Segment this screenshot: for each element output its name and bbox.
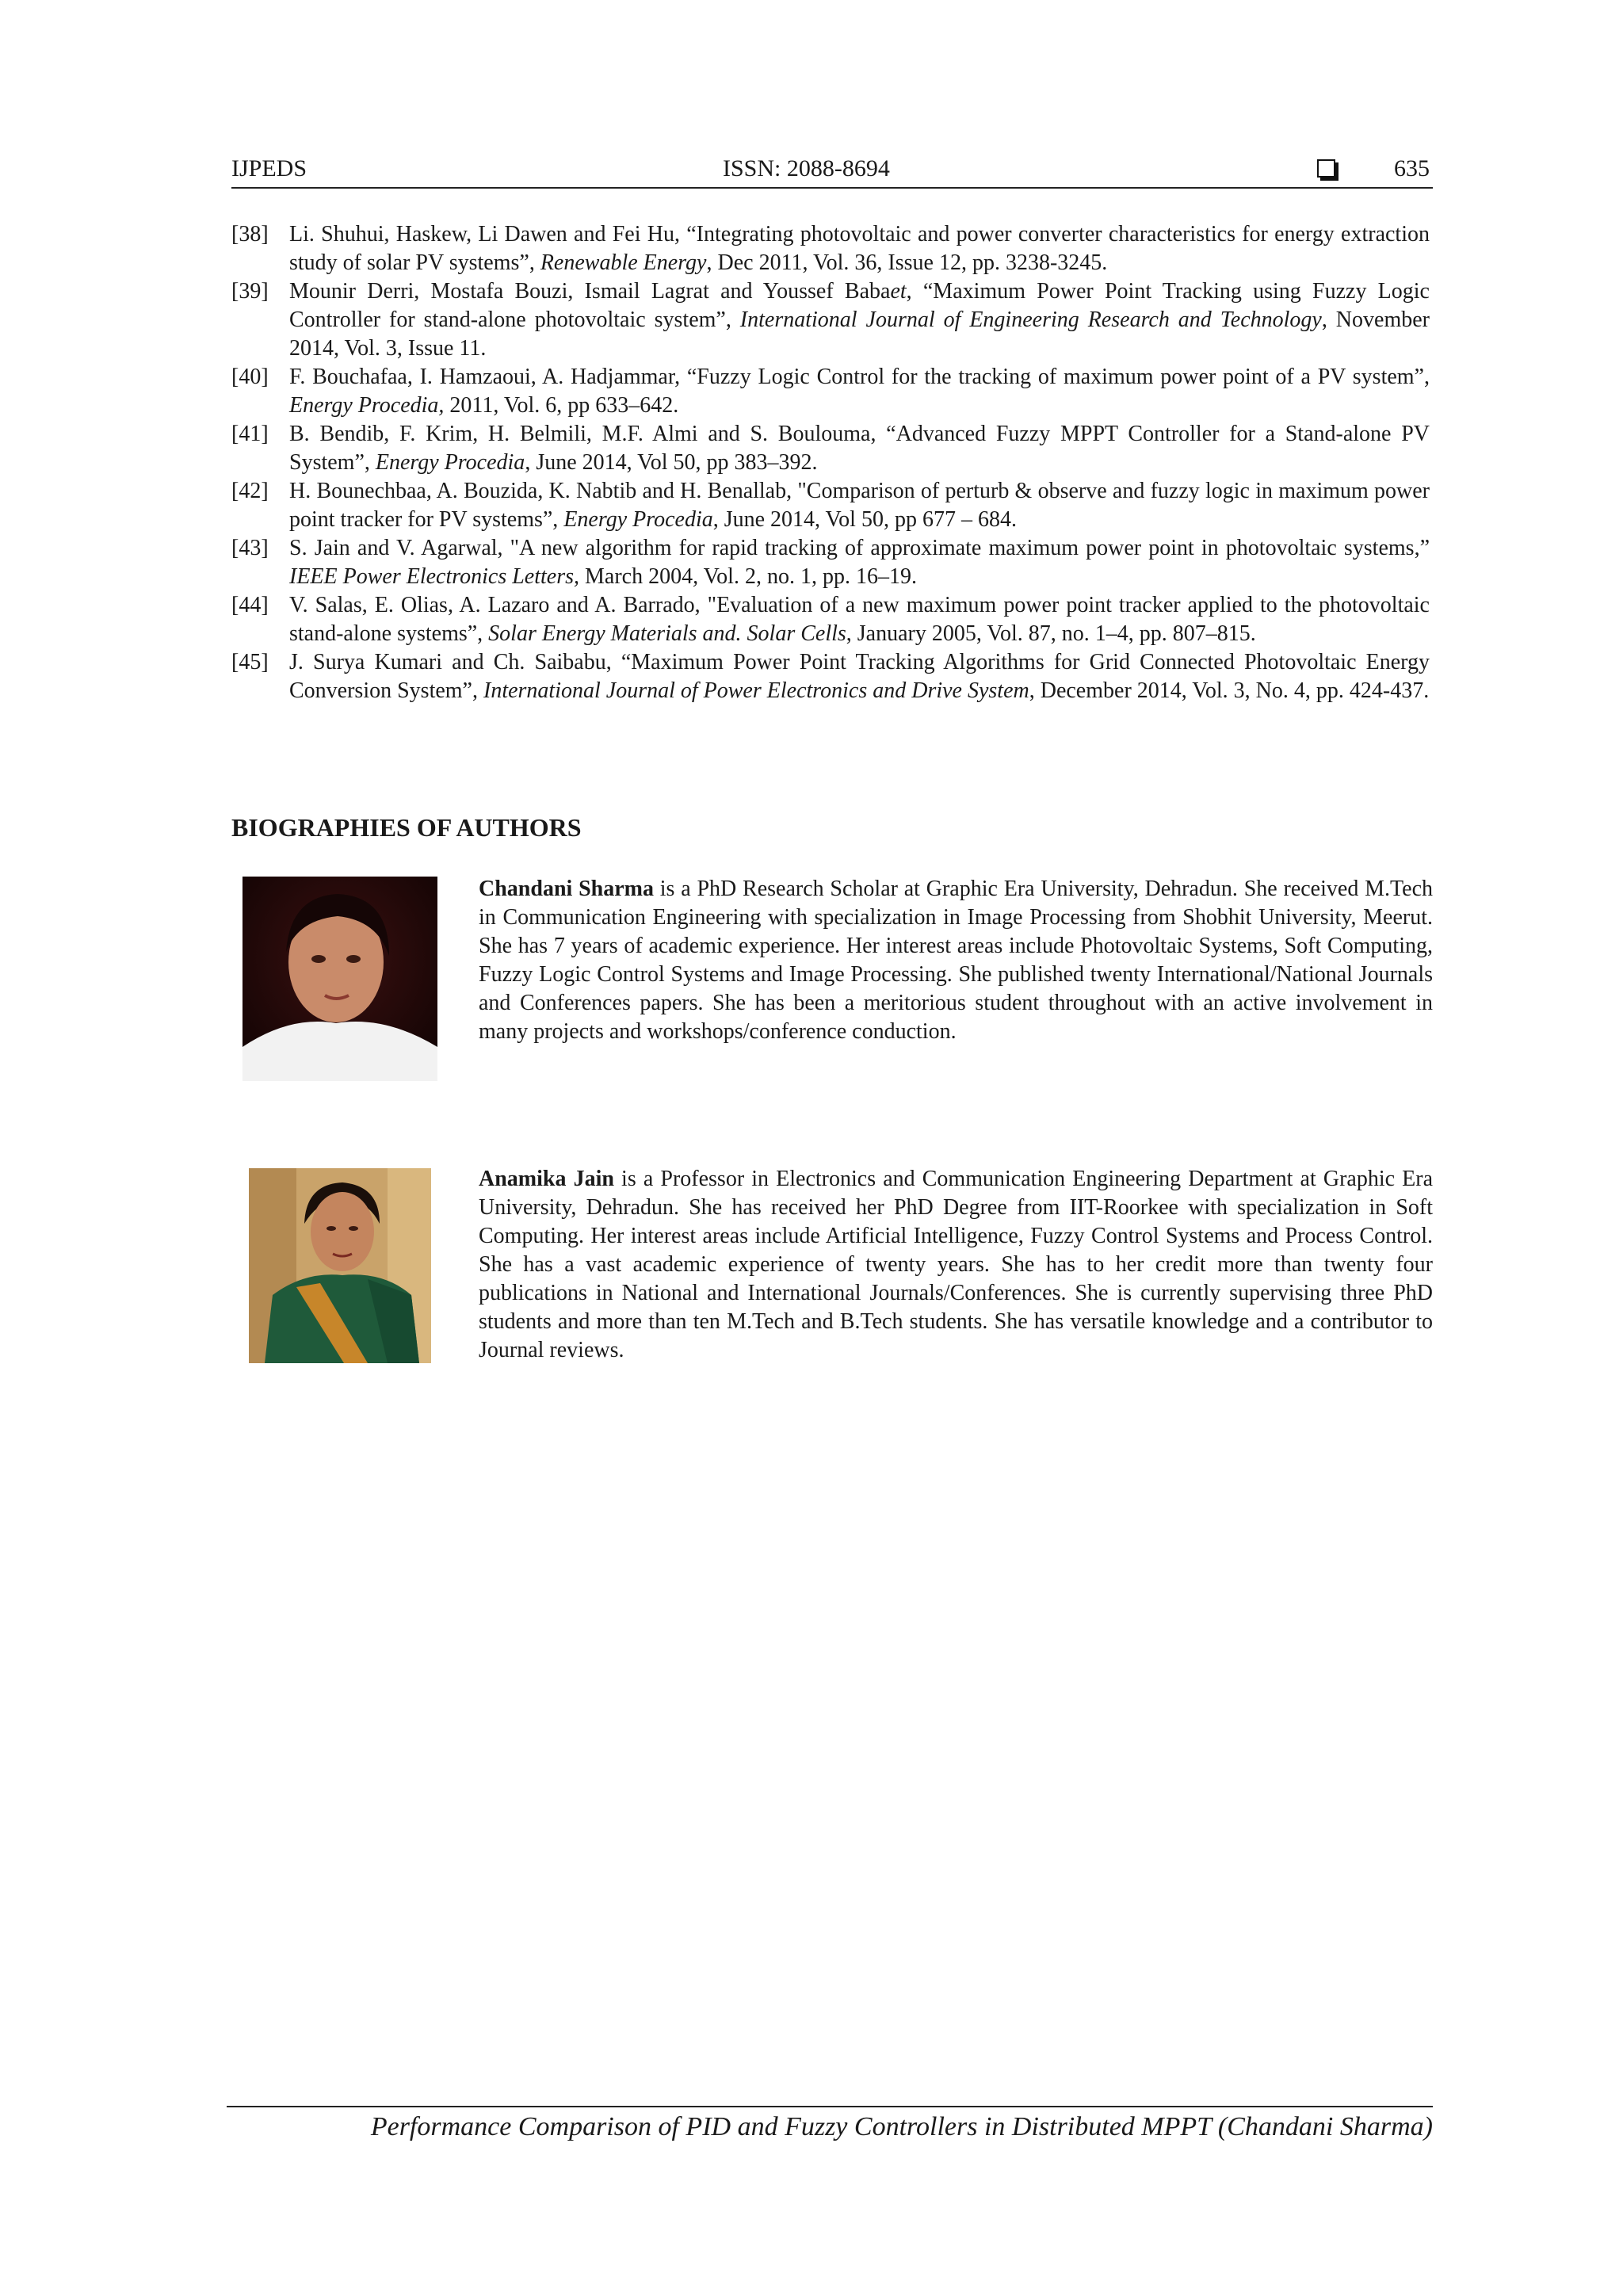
reference-text [289,648,1430,705]
reference-segment: , January 2005, Vol. 87, no. 1–4, pp. 807–815. [846,621,1256,646]
reference-italic: IEEE Power Electronics Letters, [289,564,579,589]
reference-number: [42] [231,479,269,503]
author-photo-2 [249,1168,431,1363]
reference-item [231,591,1430,648]
reference-number: [41] [231,422,269,446]
reference-italic: Renewable Energy [540,250,707,275]
reference-number: [38] [231,222,269,246]
author-description-1: is a PhD Research Scholar at Graphic Era University, Dehradun. She received M.Tech in Communication Engineering with specialization in Image Processing from Shobhit University, Meerut. She has 7 years of academic experience. Her interest areas include Photovoltaic Systems, Soft Computing, Fuzzy Logic Control Systems and Image Processing. She published twenty International/National Journals and Conferences papers. She has been a meritorious student throughout with an active involvement in many projects and workshops/conference conduction. [479,877,1434,1044]
reference-segment: , December 2014, Vol. 3, No. 4, pp. 424-437. [1029,678,1430,703]
author-photo-1 [242,877,437,1081]
reference-italic: Solar Energy Materials and. Solar Cells [488,621,846,646]
author-name-2: Anamika Jain [479,1167,614,1191]
reference-italic: , [693,564,699,589]
reference-segment: H. Bounechbaa, A. Bouzida, K. Nabtib and H. Benallab, "Comparison of perturb & observe and fuzzy logic in maximum power point tracker for PV systems”, [289,479,1430,532]
reference-segment: , June 2014, Vol 50, pp 383–392. [525,450,818,475]
reference-segment: Vol. 2, no. 1, pp. 16–19. [698,564,917,589]
reference-number: [45] [231,650,269,674]
reference-item [231,363,1430,420]
reference-item [231,220,1430,277]
reference-text [289,591,1430,648]
reference-italic: Energy Procedia [375,450,525,475]
reference-item [231,648,1430,705]
reference-item [231,277,1430,363]
biographies-heading: BIOGRAPHIES OF AUTHORS [231,813,582,842]
reference-text [289,534,1430,591]
reference-segment: 2011, Vol. 6, pp 633–642. [444,393,679,418]
author-bio-text-1 [479,875,1433,1046]
page-header [231,152,1433,189]
reference-segment: B. Bendib, F. Krim, H. Belmili, M.F. Almi and S. Boulouma, “Advanced Fuzzy MPPT Controller for a Stand-alone PV System”, [289,422,1430,475]
reference-italic: et [890,279,907,304]
author-description-2: is a Professor in Electronics and Communication Engineering Department at Graphic Era University, Dehradun. She has received her PhD Degree from IIT-Roorkee with specialization in Soft Computing. Her interest areas include Artificial Intelligence, Fuzzy Control Systems and Process Control. She has a vast academic experience of twenty years. She has to her credit more than twenty four publications in National and International Journals/Conferences. She is currently supervising three PhD students and more than ten M.Tech and B.Tech students. She has versatile knowledge and a contributor to Journal reviews. [479,1167,1433,1362]
reference-segment: Li. Shuhui, Haskew, Li Dawen and Fei Hu, “Integrating photovoltaic and power converter characteristics for energy extraction study of solar PV systems”, [289,222,1430,275]
reference-segment: , Dec 2011, Vol. 36, Issue 12, pp. 3238-3245. [706,250,1108,275]
reference-segment: F. Bouchafaa, I. Hamzaoui, A. Hadjammar, “Fuzzy Logic Control for the tracking of maximum power point of a PV system”, [289,365,1430,389]
page-number: 635 [1394,155,1430,181]
reference-number: [39] [231,279,269,304]
reference-segment: , “Maximum Power Point Tracking using Fuzzy Logic Controller for stand-alone photovoltaic system”, [289,279,1430,332]
reference-italic: International Journal of Power Electronics and Drive System [483,678,1029,703]
reference-text [289,220,1430,277]
reference-segment: , June 2014, Vol 50, pp 677 – 684. [712,507,1017,532]
author-name-1: Chandani Sharma [479,877,654,901]
reference-number: [44] [231,593,269,617]
reference-text [289,420,1430,477]
reference-segment: J. Surya Kumari and Ch. Saibabu, “Maximum Power Point Tracking Algorithms for Grid Connected Photovoltaic Energy Conversion System”, [289,650,1430,703]
author-bio-2 [231,1165,1433,1363]
reference-list [231,220,1430,705]
reference-text [289,277,1430,363]
reference-text [289,363,1430,420]
reference-number: [43] [231,536,269,560]
reference-italic: International Journal of Engineering Research and Technology [739,308,1322,332]
page-footer [227,2106,1433,2155]
reference-italic: Energy Procedia, [289,393,445,418]
reference-segment: S. Jain and V. Agarwal, "A new algorithm for rapid tracking of approximate maximum power point in photovoltaic systems,” [289,536,1430,560]
reference-segment: Mounir Derri, Mostafa Bouzi, Ismail Lagrat and Youssef Baba [289,279,891,304]
reference-item [231,534,1430,591]
reference-text [289,477,1430,534]
issn: ISSN: 2088-8694 [723,155,890,181]
reference-item [231,420,1430,477]
author-bio-text-2 [479,1165,1433,1365]
journal-name: IJPEDS [231,155,307,181]
reference-number: [40] [231,365,269,389]
author-bio-1 [231,875,1433,1083]
reference-italic: Energy Procedia [563,507,713,532]
reference-segment: , November 2014, Vol. 3, Issue 11. [289,308,1430,361]
reference-segment: V. Salas, E. Olias, A. Lazaro and A. Barrado, "Evaluation of a new maximum power point tracker applied to the photovoltaic stand-alone systems”, [289,593,1430,646]
reference-item [231,477,1430,534]
reference-segment: March 2004 [579,564,693,589]
square-bullet-icon [1317,159,1335,178]
running-title: Performance Comparison of PID and Fuzzy Controllers in Distributed MPPT (Chandani Sharma) [370,2112,1433,2141]
